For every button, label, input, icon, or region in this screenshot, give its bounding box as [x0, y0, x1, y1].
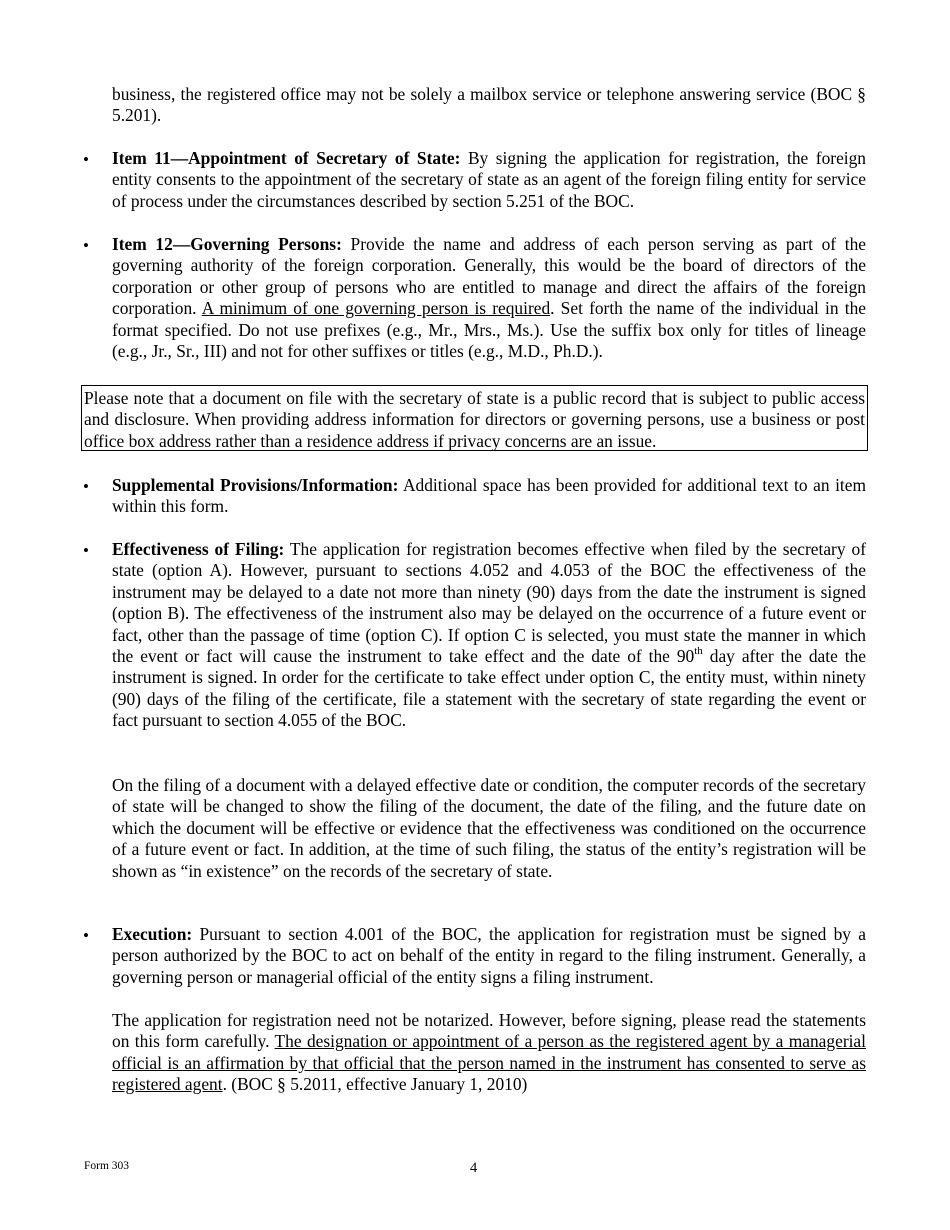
item11-text: By signing the application for registration, the foreign entity consents to the appointment of the secretary of state as an agent of the foreign filing entity for service of process under the circumstances described by section 5.251 of the BOC. — [112, 148, 867, 211]
item12-heading: Item 12—Governing Persons: — [112, 234, 342, 254]
item12-text-2: . Set forth the name of the individual in the format specified. Do not use prefixes (e.g., Mr., Mrs., Ms.). Use the suffix box only for titles of lineage (e.g., Jr., Sr., III) and not for other suffixes or titles (e.g., M.D., Ph.D.). — [112, 298, 866, 362]
ordinal-superscript: th — [694, 645, 703, 658]
bullet-effectiveness: • — [83, 541, 89, 560]
item12-underlined: A minimum of one governing person is required — [201, 298, 551, 319]
intro-paragraph: business, the registered office may not be solely a mailbox service or telephone answering service (BOC § 5.201). — [112, 84, 866, 126]
effectiveness-text-1: The application for registration becomes effective when filed by the secretary of state (option A). However, pursuant to sections 4.052 and 4.053 of the BOC the effectiveness of the instrument may be delayed to a date not more than ninety (90) days from the date the instrument is signed (option B). The effectiveness of the instrument also may be delayed on the occurrence of a future event or fact, other than the passage of time (option C). If option C is selected, you must state the manner in which the event or fact will cause the instrument to take effect and the date of the 90 — [112, 539, 866, 667]
execution-followup-underlined: The designation or appointment of a person as the registered agent by a managerial official is an affirmation by that official that the person named in the instrument has consented to serve as registered agent — [112, 1031, 866, 1095]
supplemental-paragraph — [112, 475, 866, 518]
supplemental-text: Additional space has been provided for additional text to an item within this form. — [112, 475, 866, 517]
form-number-label: Form 303 — [84, 1160, 130, 1172]
effectiveness-followup-paragraph: On the filing of a document with a delayed effective date or condition, the computer records of the secretary of state will be changed to show the filing of the document, the date of the filing, and the future date on which the document will be effective or evidence that the effectiveness was conditioned on the occurrence of a future event or fact. In addition, at the time of such filing, the status of the entity’s registration will be shown as “in existence” on the records of the secretary of state. — [112, 775, 866, 881]
supplemental-heading: Supplemental Provisions/Information: — [112, 475, 399, 495]
execution-followup-text-2: . (BOC § 5.2011, effective January 1, 2010) — [222, 1074, 528, 1095]
execution-followup-text-1: The application for registration need not be notarized. However, before signing, please read the statements on this form carefully. — [112, 1010, 866, 1052]
item12-paragraph — [112, 234, 866, 362]
execution-paragraph — [112, 924, 866, 988]
item11-paragraph — [112, 148, 866, 212]
effectiveness-text-2: day after the date the instrument is signed. In order for the certificate to take effect under option C, the entity must, within ninety (90) days of the filing of the certificate, file a statement with the secretary of state regarding the event or fact pursuant to section 4.055 of the BOC. — [112, 646, 867, 731]
bullet-execution: • — [83, 926, 89, 945]
item11-heading: Item 11—Appointment of Secretary of State: — [112, 148, 461, 168]
bullet-item12: • — [83, 236, 89, 255]
privacy-notice-box: Please note that a document on file with the secretary of state is a public record that is subject to public access and disclosure. When providing address information for directors or governing persons, use a business or post office box address rather than a residence address if privacy concerns are an issue. — [81, 385, 868, 451]
page-number: 4 — [470, 1160, 478, 1176]
execution-text: Pursuant to section 4.001 of the BOC, the application for registration must be signed by a person authorized by the BOC to act on behalf of the entity in regard to the filing instrument. Generally, a governing person or managerial official of the entity signs a filing instrument. — [112, 924, 866, 987]
effectiveness-heading: Effectiveness of Filing: — [112, 539, 285, 559]
item12-text-1: Provide the name and address of each person serving as part of the governing authority of the foreign corporation. Generally, this would be the board of directors of the corporation or other group of persons who are entitled to manage and direct the affairs of the foreign corporation. — [112, 234, 866, 319]
execution-followup-paragraph — [112, 1010, 866, 1096]
execution-heading: Execution: — [112, 924, 193, 944]
bullet-supplemental: • — [83, 477, 89, 496]
effectiveness-paragraph — [112, 539, 866, 732]
bullet-item11: • — [83, 150, 89, 169]
